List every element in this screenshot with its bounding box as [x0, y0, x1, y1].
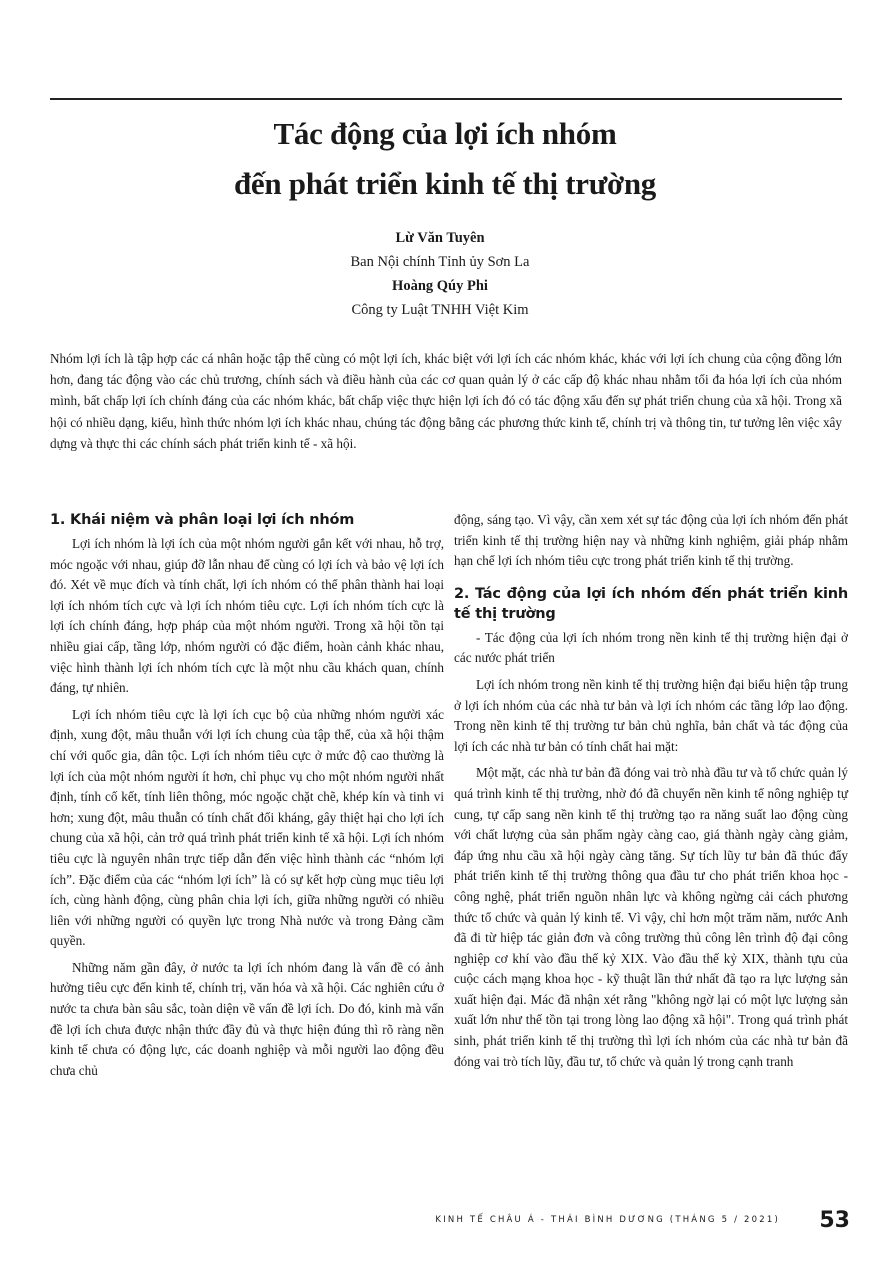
section-heading-1: 1. Khái niệm và phân loại lợi ích nhóm	[50, 512, 355, 528]
paragraph: Một mặt, các nhà tư bản đã đóng vai trò nhà đầu tư và tổ chức quản lý quá trình kinh tế thị trường, nhờ đó đã chuyển nền kinh tế nông nghiệp tự cung, tự cấp sang nền kinh tế thị trường tạo ra năng suất lao động cùng với chất lượng của sản phẩm ngày càng cao, giá thành ngày càng giảm, đáp ứng nhu cầu xã hội ngày càng tăng. Sự tích lũy tư bản đã thúc đẩy phát triển kinh tế thị trường thông qua đầu tư cho phát triển khoa học - công nghệ, phát triển nguồn nhân lực và không ngừng cải cách phương thức tổ chức và quản lý kinh tế. Vì vậy, chỉ hơn một trăm năm, nước Anh đã đi từ hiệp tác giản đơn và công trường thủ công lên trình độ đại công nghiệp cơ khí vào đầu thế kỷ XIX. Vào đầu thế kỷ XIX, thành tựu của cuộc cách mạng khoa học - kỹ thuật lần thứ nhất đã tạo ra lực lượng sản xuất hiện đại. Mác đã nhận xét rằng "không ngờ lại có một lực lượng sản xuất lớn như thế tồn tại trong lòng lao động xã hội". Trong quá trình phát sinh, phát triển kinh tế thị trường thì lợi ích nhóm của các nhà tư bản đã đóng vai trò tích lũy, đầu tư, tổ chức và quản lý trong cạnh tranh	[454, 765, 848, 1069]
article-title-line-1: Tác động của lợi ích nhóm	[273, 116, 617, 151]
paragraph-continued: động, sáng tạo. Vì vậy, cần xem xét sự tác động của lợi ích nhóm đến phát triển kinh tế thị trường hiện nay và những kinh nghiệm, giải pháp nhằm hạn chế lợi ích nhóm tiêu cực trong phát triển kinh tế thị trường.	[454, 512, 848, 569]
author-name: Hoàng Qúy Phi	[392, 278, 488, 294]
abstract: Nhóm lợi ích là tập hợp các cá nhân hoặc tập thể cùng có một lợi ích, khác biệt với lợi ích các nhóm khác, khác với lợi ích chung của cộng đồng lớn hơn, đang tác động vào các chủ trương, chính sách và điều hành của các cơ quan quản lý ở các cấp độ khác nhau nhằm tối đa hóa lợi ích của nhóm mình, bất chấp lợi ích chính đáng của các nhóm khác, bất chấp việc thực hiện lợi ích đó có tác động xấu đến sự phát triển chung của xã hội. Trong xã hội có nhiều dạng, kiểu, hình thức nhóm lợi ích khác nhau, chúng tác động bằng các phương thức kinh tế, chính trị và thông tin, tư tưởng lên việc xây dựng và thực thi các chính sách phát triển kinh tế - xã hội.	[50, 351, 842, 451]
article-title-line-2: đến phát triển kinh tế thị trường	[233, 166, 657, 201]
author-name: Lừ Văn Tuyên	[395, 230, 485, 246]
author-affiliation: Công ty Luật TNHH Việt Kim	[351, 302, 529, 318]
paragraph: Lợi ích nhóm tiêu cực là lợi ích cục bộ của những nhóm người xác định, xung đột, mâu thuẫn với lợi ích chung của tập thể, của xã hội thậm chí với quốc gia, dân tộc. Lợi ích nhóm tiêu cực ở mức độ cao thường là lợi ích của một nhóm người ít hơn, chỉ phục vụ cho một nhóm người nhất định, tính cố kết, tính liên thông, móc ngoặc chặt chẽ, khép kín và tinh vi hơn; xung đột, mâu thuẫn có tính chất đối kháng, gây thiệt hại cho lợi ích chung của xã hội, cản trở quá trình phát triển kinh tế xã hội. Lợi ích nhóm tiêu cực là nguyên nhân trực tiếp dẫn đến việc hình thành các “nhóm lợi ích”. Đặc điểm của các “nhóm lợi ích” là có sự kết hợp cùng mục tiêu lợi ích, cùng hành động, cùng phân chia lợi ích, giữa những người có nhiều liên với những người có quyền lực trong Nhà nước và trong Đảng cầm quyền.	[50, 706, 444, 949]
journal-footer: KINH TẾ CHÂU Á - THÁI BÌNH DƯƠNG (THÁNG 5 / 2021)	[435, 1215, 780, 1225]
author-affiliation: Ban Nội chính Tỉnh ủy Sơn La	[350, 254, 530, 270]
right-column	[454, 510, 848, 1078]
top-rule	[50, 98, 842, 100]
paragraph: Những năm gần đây, ở nước ta lợi ích nhóm đang là vấn đề có ảnh hưởng tiêu cực đến kinh tế, chính trị, văn hóa và xã hội. Các nghiên cứu ở nước ta chưa bàn sâu sắc, toàn diện về vấn đề lợi ích. Do đó, kinh mà vấn đề lợi ích chưa được nhận thức đầy đủ và thực hiện đúng thì rõ ràng nền kinh tế chưa có động lực, các doanh nghiệp và mỗi người lao động đều chưa chủ	[50, 959, 444, 1078]
paragraph: Lợi ích nhóm trong nền kinh tế thị trường hiện đại biểu hiện tập trung ở lợi ích nhóm của các nhà tư bản và lợi ích nhóm các tầng lớp lao động. Trong nền kinh tế thị trường tư bản chủ nghĩa, bản chất và tác động của lợi ích các nhà tư bản có tính chất hai mặt:	[454, 676, 848, 754]
left-column	[50, 510, 444, 1087]
paragraph: Lợi ích nhóm là lợi ích của một nhóm người gắn kết với nhau, hỗ trợ, móc ngoặc với nhau, giúp đỡ lẫn nhau để cùng có lợi ích và bảo vệ lợi ích đó. Xét về mục đích và tính chất, lợi ích nhóm có thể phân thành hai loại lợi ích nhóm tích cực và lợi ích nhóm tiêu cực. Lợi ích nhóm tích cực là lợi ích chính đáng, hợp pháp của một nhóm người. Trong xã hội tồn tại nhiều giai cấp, tầng lớp, nhóm người có đặc điểm, hoàn cảnh khác nhau, việc hình thành lợi ích nhóm tích cực là một nhu cầu khách quan, chính đáng, tự nhiên.	[50, 536, 444, 696]
page-number: 53	[819, 1208, 850, 1233]
section-heading-2: 2. Tác động của lợi ích nhóm đến phát triển kinh tế thị trường	[454, 585, 848, 622]
byline	[240, 226, 640, 322]
paragraph: - Tác động của lợi ích nhóm trong nền kinh tế thị trường hiện đại ở các nước phát triển	[454, 629, 848, 666]
